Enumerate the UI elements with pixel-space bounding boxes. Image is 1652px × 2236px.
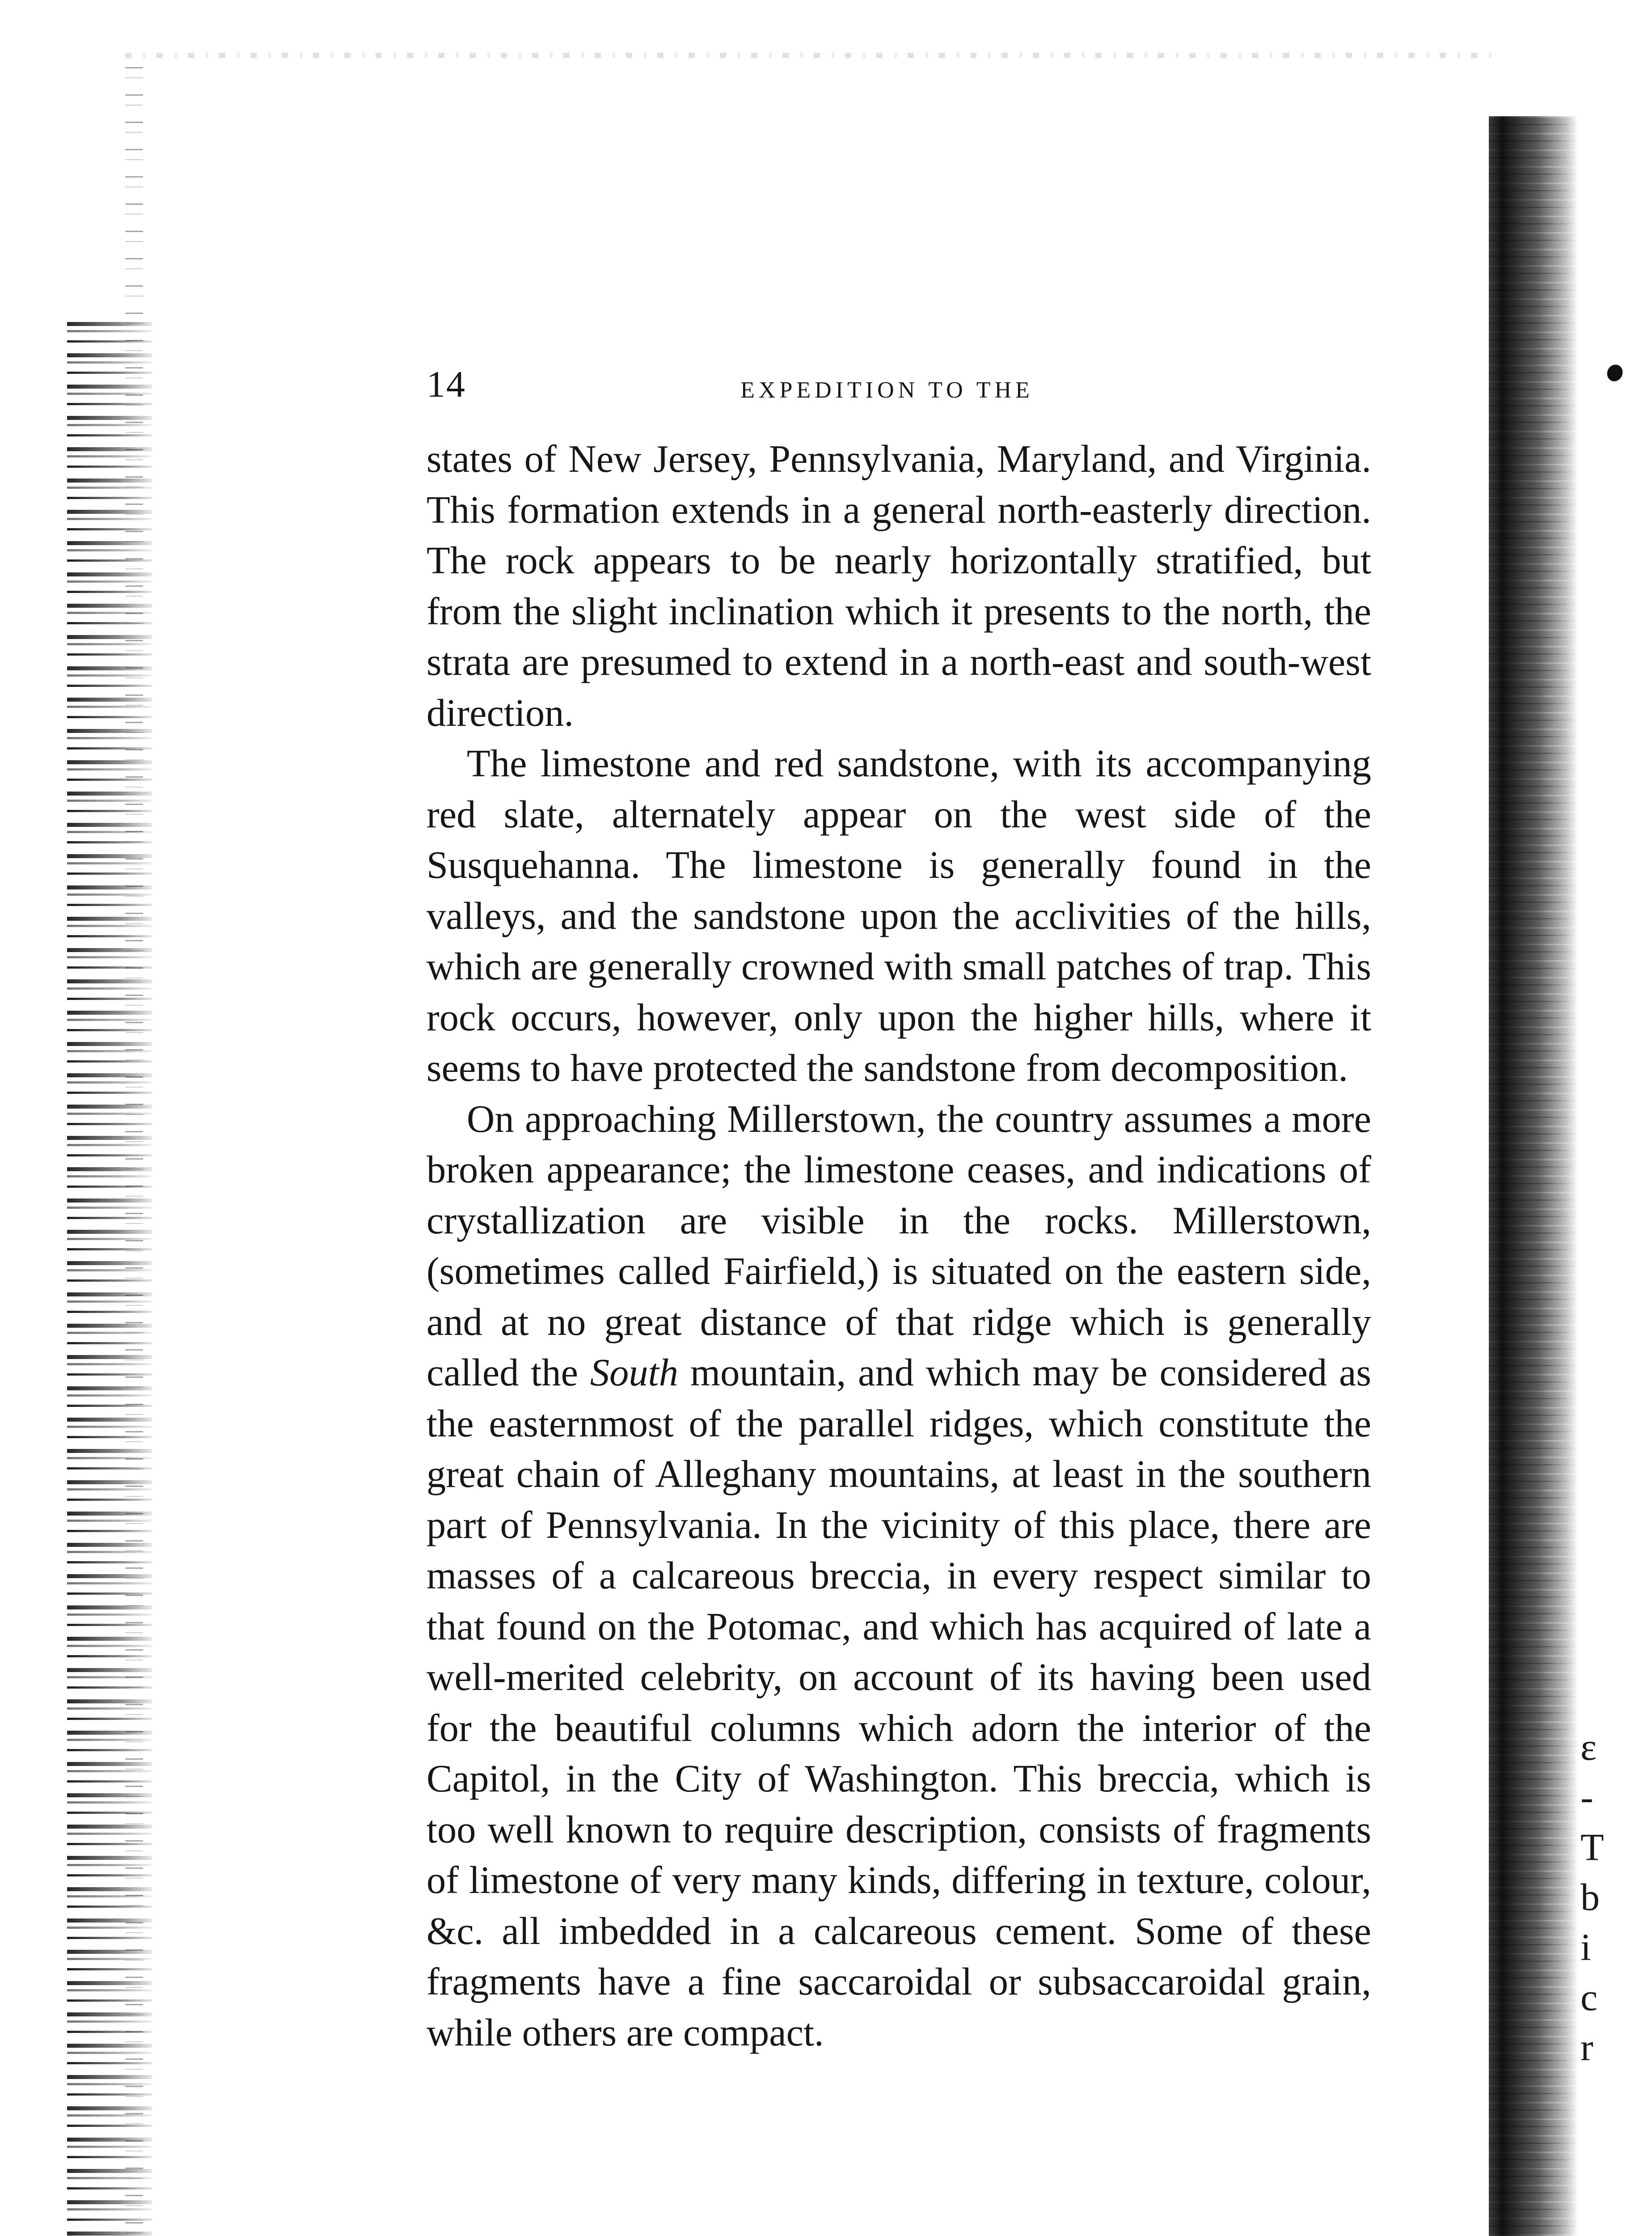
facing-mark: c (1580, 1976, 1598, 2019)
body-text (427, 434, 1371, 2151)
facing-mark: - (1580, 1775, 1593, 1818)
page-header (427, 362, 1371, 416)
paragraph: On approaching Millerstown, the country assumes a more broken appearance; the limestone ceases, and indications of crystallization are visible in the rocks. Millerstown, (sometimes called Fairfield,) is situated on the eastern side, and at no great distance of that ridge which is generally called the South mountain, and which may be considered as the easternmost of the parallel ridges, which constitute the great chain of Alleghany mountains, at least in the southern part of Pennsylvania. In the vicinity of this place, there are masses of a calcareous breccia, in every respect similar to that found on the Potomac, and which has acquired of late a well-merited celebrity, on account of its having been used for the beautiful columns which adorn the interior of the Capitol, in the City of Washington. This breccia, which is too well known to require description, consists of fragments of limestone of very many kinds, differing in texture, colour, &c. all imbedded in a calcareous cement. Some of these fragments have a fine saccaroidal or subsaccaroidal grain, while others are compact. (427, 1097, 1372, 2054)
facing-mark: T (1580, 1825, 1604, 1868)
running-head: EXPEDITION TO THE (740, 377, 1034, 403)
italic-word: South (590, 1351, 678, 1394)
facing-mark: r (1580, 2026, 1593, 2069)
gutter-texture (1489, 116, 1578, 2236)
facing-page-fragment (1580, 1722, 1607, 2124)
facing-page-dot (1605, 362, 1626, 384)
paragraph: The limestone and red sandstone, with its accompanying red slate, alternately appear on the west side of the Susquehanna. The limestone is generally found in the valleys, and the sandstone upon the acclivities of the hills, which are generally crowned with small patches of trap. This rock occurs, however, only upon the higher hills, where it seems to have protected the sandstone from decomposition. (427, 742, 1371, 1089)
facing-mark: i (1580, 1926, 1591, 1969)
page-top-edge (125, 53, 1502, 58)
facing-mark: b (1580, 1876, 1600, 1918)
facing-mark: ε (1580, 1725, 1597, 1768)
page-number: 14 (427, 364, 466, 405)
binding-speckle (125, 67, 143, 2236)
paragraph: states of New Jersey, Pennsylvania, Maryland, and Virginia. This formation extends in a general north-easterly direction. The rock appears to be nearly horizontally stratified, but from the slight inclination which it presents to the north, the strata are presumed to extend in a north-east and south-west direction. (427, 437, 1371, 734)
